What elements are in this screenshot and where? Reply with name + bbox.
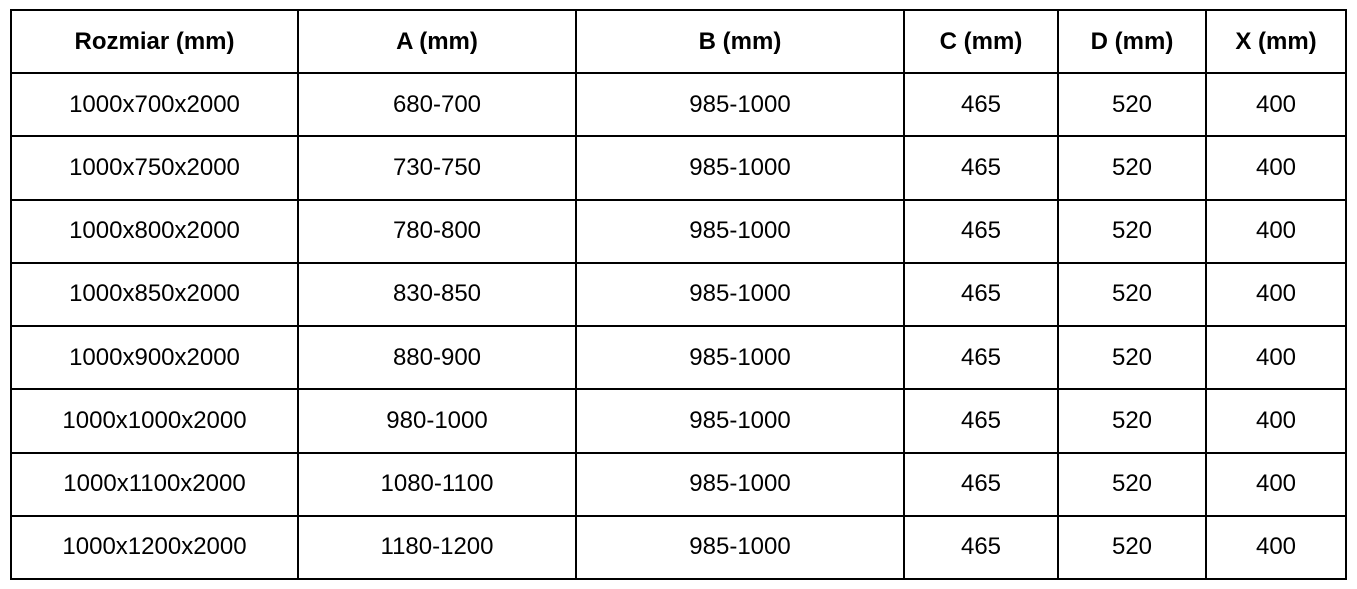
column-header-rozmiar: Rozmiar (mm) (11, 10, 298, 73)
cell-rozmiar: 1000x700x2000 (11, 73, 298, 136)
table-row (11, 263, 1346, 326)
cell-a: 730-750 (298, 136, 576, 199)
cell-d: 520 (1058, 73, 1206, 136)
cell-a: 680-700 (298, 73, 576, 136)
table-row (11, 136, 1346, 199)
cell-rozmiar: 1000x1200x2000 (11, 516, 298, 579)
cell-d: 520 (1058, 263, 1206, 326)
cell-x: 400 (1206, 200, 1346, 263)
cell-d: 520 (1058, 389, 1206, 452)
table-header (11, 10, 1346, 73)
cell-rozmiar: 1000x1100x2000 (11, 453, 298, 516)
cell-a: 980-1000 (298, 389, 576, 452)
cell-c: 465 (904, 263, 1058, 326)
cell-d: 520 (1058, 200, 1206, 263)
cell-d: 520 (1058, 326, 1206, 389)
column-header-d: D (mm) (1058, 10, 1206, 73)
cell-b: 985-1000 (576, 326, 904, 389)
cell-b: 985-1000 (576, 73, 904, 136)
cell-x: 400 (1206, 136, 1346, 199)
cell-a: 1180-1200 (298, 516, 576, 579)
cell-c: 465 (904, 453, 1058, 516)
cell-d: 520 (1058, 136, 1206, 199)
cell-a: 880-900 (298, 326, 576, 389)
column-header-b: B (mm) (576, 10, 904, 73)
cell-b: 985-1000 (576, 136, 904, 199)
table-row (11, 389, 1346, 452)
cell-a: 780-800 (298, 200, 576, 263)
table-row (11, 516, 1346, 579)
table-row (11, 453, 1346, 516)
cell-b: 985-1000 (576, 263, 904, 326)
cell-c: 465 (904, 73, 1058, 136)
cell-x: 400 (1206, 516, 1346, 579)
column-header-x: X (mm) (1206, 10, 1346, 73)
cell-b: 985-1000 (576, 453, 904, 516)
table-body (11, 73, 1346, 579)
cell-x: 400 (1206, 326, 1346, 389)
cell-c: 465 (904, 200, 1058, 263)
dimensions-table (10, 9, 1347, 580)
cell-b: 985-1000 (576, 516, 904, 579)
cell-rozmiar: 1000x750x2000 (11, 136, 298, 199)
cell-a: 1080-1100 (298, 453, 576, 516)
cell-rozmiar: 1000x800x2000 (11, 200, 298, 263)
cell-c: 465 (904, 389, 1058, 452)
table-row (11, 326, 1346, 389)
column-header-a: A (mm) (298, 10, 576, 73)
table-row (11, 200, 1346, 263)
cell-d: 520 (1058, 516, 1206, 579)
cell-c: 465 (904, 136, 1058, 199)
column-header-c: C (mm) (904, 10, 1058, 73)
cell-b: 985-1000 (576, 200, 904, 263)
cell-rozmiar: 1000x1000x2000 (11, 389, 298, 452)
header-row (11, 10, 1346, 73)
cell-x: 400 (1206, 389, 1346, 452)
cell-x: 400 (1206, 453, 1346, 516)
cell-b: 985-1000 (576, 389, 904, 452)
cell-rozmiar: 1000x850x2000 (11, 263, 298, 326)
cell-x: 400 (1206, 73, 1346, 136)
cell-c: 465 (904, 516, 1058, 579)
cell-d: 520 (1058, 453, 1206, 516)
cell-x: 400 (1206, 263, 1346, 326)
cell-c: 465 (904, 326, 1058, 389)
table-row (11, 73, 1346, 136)
cell-rozmiar: 1000x900x2000 (11, 326, 298, 389)
cell-a: 830-850 (298, 263, 576, 326)
